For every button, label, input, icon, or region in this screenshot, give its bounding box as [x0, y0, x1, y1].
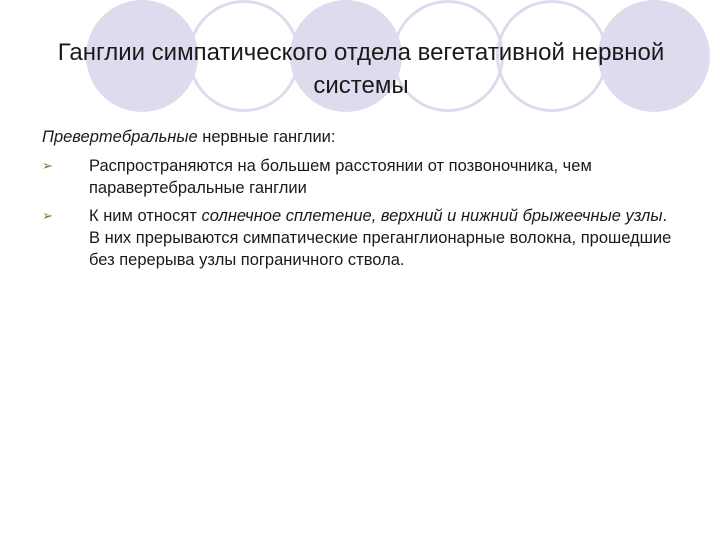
bullet-item-1: [42, 155, 682, 199]
slide-body: [42, 126, 682, 277]
arrow-bullet-icon: ➢: [42, 208, 53, 223]
bullet-list: [42, 155, 682, 271]
bullet-prefix: К ним относят: [89, 207, 202, 225]
intro-line: [42, 126, 682, 148]
intro-rest: нервные ганглии:: [197, 128, 336, 146]
intro-italic: Превертебральные: [42, 128, 198, 146]
bullet-suffix: . В них прерываются симпатические преганглионарные волокна, прошедшие без перерыва узлы пограничного ствола.: [89, 207, 672, 269]
slide-title: Ганглии симпатического отдела вегетативной нервной системы: [57, 39, 665, 99]
bullet-italic: солнечное сплетение, верхний и нижний брыжеечные узлы: [201, 207, 663, 225]
arrow-bullet-icon: ➢: [42, 158, 53, 173]
bullet-text: Распространяются на большем расстоянии от позвоночника, чем паравертебральные ганглии: [89, 157, 592, 197]
bullet-item-2: [42, 205, 682, 271]
